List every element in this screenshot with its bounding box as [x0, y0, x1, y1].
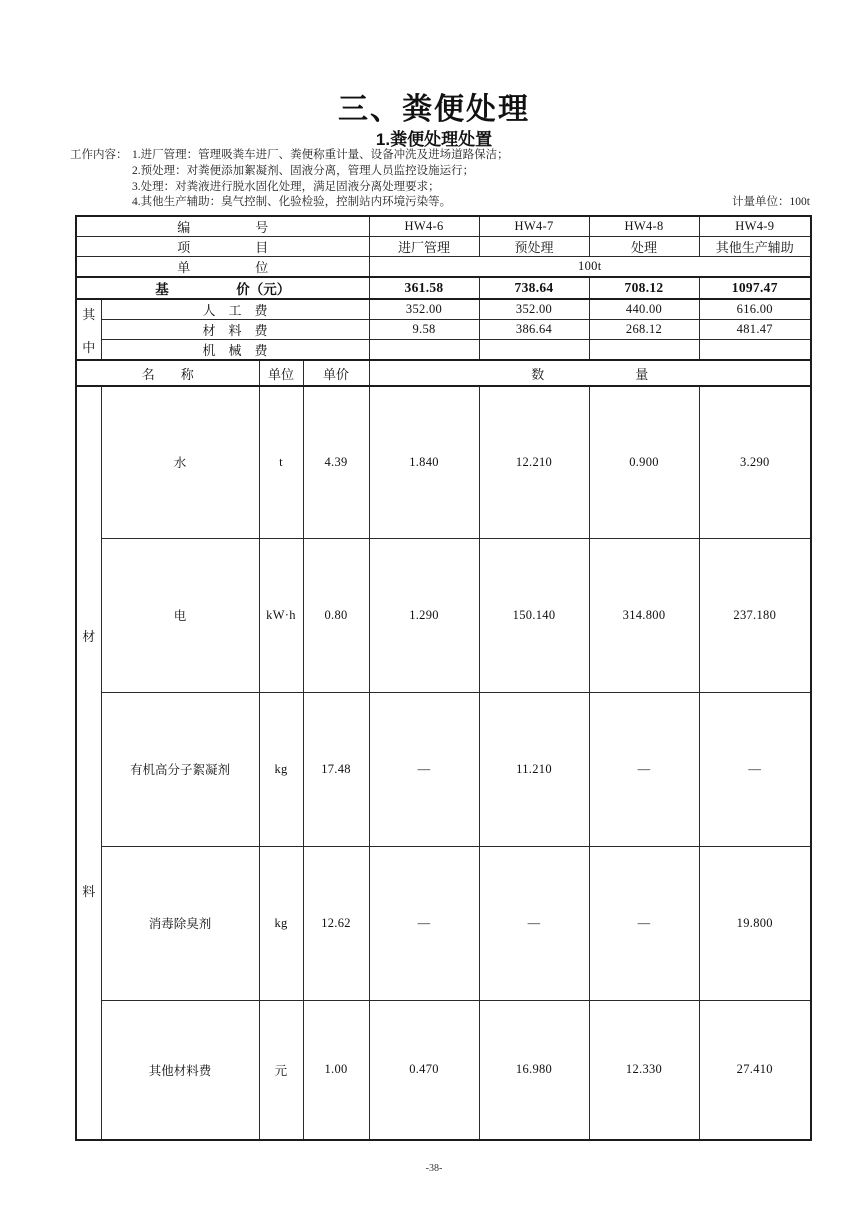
code-cell: HW4-7	[479, 216, 589, 237]
material-qty-cell: 11.210	[479, 692, 589, 846]
machine-fee-cell	[479, 340, 589, 361]
materials-side-char: 材	[82, 629, 96, 644]
material-name-cell: 电	[101, 538, 259, 692]
base-price-cell: 361.58	[369, 277, 479, 299]
code-row-label: 编 号	[76, 216, 369, 237]
material-name-cell: 水	[101, 386, 259, 538]
material-name-cell: 其他材料费	[101, 1000, 259, 1140]
material-qty-cell: 19.800	[699, 846, 811, 1000]
material-qty-cell: 27.410	[699, 1000, 811, 1140]
code-cell: HW4-8	[589, 216, 699, 237]
material-qty-cell: —	[369, 846, 479, 1000]
material-qty-cell: 3.290	[699, 386, 811, 538]
work-content-line	[70, 148, 670, 164]
work-content-block	[70, 148, 670, 211]
code-cell: HW4-9	[699, 216, 811, 237]
material-qty-cell: 0.470	[369, 1000, 479, 1140]
unit-value-cell: 100t	[369, 257, 811, 278]
among-which-side-label	[76, 299, 101, 360]
price-col-header: 单价	[303, 360, 369, 386]
material-qty-cell: 237.180	[699, 538, 811, 692]
project-cell: 处理	[589, 237, 699, 257]
material-price-cell: 17.48	[303, 692, 369, 846]
project-row	[76, 237, 811, 257]
material-price-cell: 12.62	[303, 846, 369, 1000]
material-unit-cell: 元	[259, 1000, 303, 1140]
material-row-flocculant	[76, 692, 811, 846]
material-qty-cell: —	[479, 846, 589, 1000]
base-price-cell: 708.12	[589, 277, 699, 299]
project-cell: 预处理	[479, 237, 589, 257]
material-qty-cell: 1.290	[369, 538, 479, 692]
machine-fee-cell	[699, 340, 811, 361]
project-row-label: 项 目	[76, 237, 369, 257]
machine-fee-cell	[369, 340, 479, 361]
machine-fee-label: 机 械 费	[101, 340, 369, 361]
material-qty-cell: 12.330	[589, 1000, 699, 1140]
material-row-other	[76, 1000, 811, 1140]
work-content-line: 4.其他生产辅助：臭气控制、化验检验，控制站内环境污染等。	[132, 196, 452, 209]
labor-fee-cell: 440.00	[589, 299, 699, 320]
work-content-line: 2.预处理：对粪便添加絮凝剂、固液分离，管理人员监控设施运行；	[132, 164, 475, 177]
material-price-cell: 1.00	[303, 1000, 369, 1140]
project-cell: 其他生产辅助	[699, 237, 811, 257]
code-row	[76, 216, 811, 237]
material-qty-cell: 12.210	[479, 386, 589, 538]
material-qty-cell: 314.800	[589, 538, 699, 692]
section-subtitle: 1.粪便处理处置	[375, 130, 493, 149]
among-which-char: 其	[82, 306, 96, 322]
material-qty-cell: 16.980	[479, 1000, 589, 1140]
labor-fee-label: 人 工 费	[101, 299, 369, 320]
work-content-label: 工作内容：	[70, 149, 128, 161]
material-fee-row	[76, 320, 811, 340]
base-price-cell: 1097.47	[699, 277, 811, 299]
material-name-cell: 有机高分子絮凝剂	[101, 692, 259, 846]
material-row-water	[76, 386, 811, 538]
base-price-cell: 738.64	[479, 277, 589, 299]
quantity-col-header: 数 量	[369, 360, 811, 386]
unit-row-label: 单 位	[76, 257, 369, 278]
material-unit-cell: kW·h	[259, 538, 303, 692]
labor-fee-cell: 352.00	[369, 299, 479, 320]
work-content-line: 3.处理：对粪液进行脱水固化处理，满足固液分离处理要求；	[132, 180, 440, 193]
materials-header-row	[76, 360, 811, 386]
page-number: -38-	[425, 1163, 443, 1174]
material-unit-cell: kg	[259, 692, 303, 846]
labor-fee-row	[76, 299, 811, 320]
material-fee-cell: 9.58	[369, 320, 479, 340]
project-cell: 进厂管理	[369, 237, 479, 257]
material-qty-cell: —	[699, 692, 811, 846]
labor-fee-cell: 616.00	[699, 299, 811, 320]
material-fee-cell: 268.12	[589, 320, 699, 340]
material-fee-label: 材 料 费	[101, 320, 369, 340]
code-cell: HW4-6	[369, 216, 479, 237]
material-qty-cell: 0.900	[589, 386, 699, 538]
materials-side-label	[76, 386, 101, 1140]
material-row-deodorant	[76, 846, 811, 1000]
material-price-cell: 0.80	[303, 538, 369, 692]
material-row-electricity	[76, 538, 811, 692]
material-unit-cell: t	[259, 386, 303, 538]
material-fee-cell: 386.64	[479, 320, 589, 340]
unit-col-header: 单位	[259, 360, 303, 386]
quota-price-table	[75, 215, 812, 1141]
material-qty-cell: —	[589, 692, 699, 846]
measurement-unit-note: 计量单位：100t	[732, 196, 810, 208]
material-name-cell: 消毒除臭剂	[101, 846, 259, 1000]
material-unit-cell: kg	[259, 846, 303, 1000]
material-qty-cell: 1.840	[369, 386, 479, 538]
labor-fee-cell: 352.00	[479, 299, 589, 320]
material-price-cell: 4.39	[303, 386, 369, 538]
unit-row	[76, 257, 811, 278]
name-col-header: 名 称	[76, 360, 259, 386]
among-which-char: 中	[82, 339, 96, 355]
material-qty-cell: 150.140	[479, 538, 589, 692]
machine-fee-row	[76, 340, 811, 361]
materials-side-char: 料	[82, 884, 96, 899]
material-fee-cell: 481.47	[699, 320, 811, 340]
material-qty-cell: —	[369, 692, 479, 846]
machine-fee-cell	[589, 340, 699, 361]
page-title: 三、粪便处理	[338, 93, 530, 126]
base-price-row	[76, 277, 811, 299]
material-qty-cell: —	[589, 846, 699, 1000]
base-price-label: 基 价（元）	[76, 277, 369, 299]
work-content-text: 1.进厂管理：管理吸粪车进厂、粪便称重计量、设备冲洗及进场道路保洁；	[132, 149, 509, 161]
